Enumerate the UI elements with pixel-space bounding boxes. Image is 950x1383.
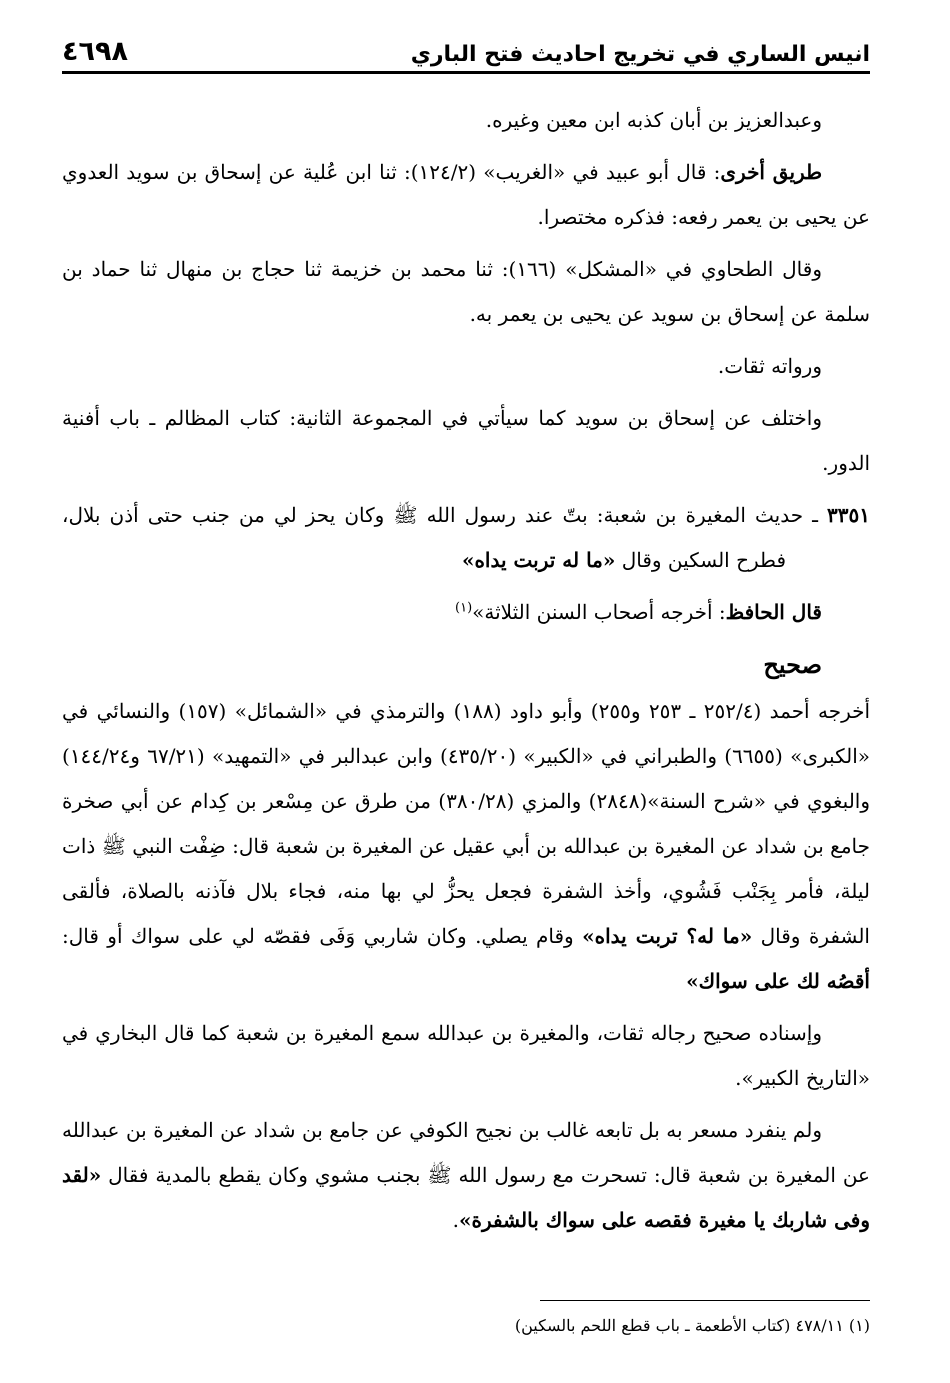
running-title: انيس الساري في تخريج احاديث فتح الباري [410, 42, 870, 67]
paragraph-text: ولم ينفرد مسعر به بل تابعه غالب بن نجيح الكوفي عن جامع بن شداد عن المغيرة بن عبدالله عن المغيرة بن شعبة قال: تسحرت مع رسول الله ﷺ بجنب مشوي وكان يقطع بالمدية فقال [62, 1118, 870, 1187]
paragraph-text: وقال الطحاوي في «المشكل» (١٦٦): ثنا محمد بن خزيمة ثنا حجاج بن منهال ثنا حماد بن سلمة عن إسحاق بن سويد عن يحيى بن يعمر به. [62, 257, 870, 326]
page [62, 36, 870, 1356]
hafiz-statement [62, 590, 870, 635]
route-label: طريق أخرى [720, 160, 822, 184]
page-number: ٤٦٩٨ [62, 36, 128, 67]
follow-up-quote: «لقد وفى شاربك يا مغيرة فقصه على سواك بالشفرة» [62, 1163, 870, 1232]
paragraph-takhrij [62, 689, 870, 1004]
paragraph-text: ورواته ثقات. [717, 354, 822, 378]
hadith-quote: «ما له تربت يداه» [461, 548, 616, 572]
paragraph-other-route [62, 150, 870, 240]
hadith-number: ٣٣٥١ [827, 503, 870, 527]
footnote: (١) ٤٧٨/١١ (كتاب الأطعمة ـ باب قطع اللحم بالسكين) [514, 1316, 870, 1335]
takhrij-quote-2: أقصُه لك على سواك» [686, 969, 870, 993]
paragraph-text: : قال أبو عبيد في «الغريب» (١٢٤/٢): ثنا ابن عُلية عن إسحاق بن سويد العدوي عن يحيى بن يعمر رفعه: فذكره مختصرا. [62, 160, 870, 229]
paragraph-tahawi [62, 247, 870, 337]
page-body [62, 98, 870, 1250]
footnote-divider [540, 1300, 870, 1301]
paragraph-isnad [62, 1011, 870, 1101]
takhrij-mid-text: وقام يصلي. وكان شاربي وَفَى فقصّه لي على سواك أو قال: [62, 924, 583, 948]
paragraph-narrator-note [62, 98, 870, 143]
hafiz-text: : أخرجه أصحاب السنن الثلاثة» [472, 600, 726, 624]
paragraph-text: واختلف عن إسحاق بن سويد كما سيأتي في المجموعة الثانية: كتاب المظالم ـ باب أفنية الدور. [62, 406, 870, 475]
paragraph-text: وإسناده صحيح رجاله ثقات، والمغيرة بن عبدالله سمع المغيرة بن شعبة كما قال البخاري في «التاريخ الكبير». [62, 1021, 870, 1090]
takhrij-text: أخرجه أحمد (٢٥٢/٤ ـ ٢٥٣ و٢٥٥) وأبو داود (١٨٨) والترمذي في «الشمائل» (١٥٧) والنسائي في «الكبرى» (٦٦٥٥) والطبراني في «الكبير» (٤٣٥/٢٠) وابن عبدالبر في «التمهيد» (٦٧/٢١ و١٤٤/٢٤) والبغوي في «شرح السنة»(٢٨٤٨) والمزي (٣٨٠/٢٨) من طرق عن مِسْعر بن كِدام عن أبي صخرة جامع بن شداد عن المغيرة بن عبدالله بن أبي عقيل عن المغيرة بن شعبة قال: ضِفْت النبي ﷺ ذات ليلة، فأمر بِجَنْب فَشُوي، وأخذ الشفرة فجعل يحزُّ لي بها منه، فجاء بلال فآذنه بالصلاة، فألقى الشفرة وقال [62, 699, 871, 948]
paragraph-text: وعبدالعزيز بن أبان كذبه ابن معين وغيره. [485, 108, 822, 132]
hafiz-label: قال الحافظ [725, 600, 822, 624]
takhrij-quote-1: «ما له؟ تربت يداه» [582, 924, 753, 948]
paragraph-disagreement [62, 396, 870, 486]
hadith-text: ـ حديث المغيرة بن شعبة: بتّ عند رسول الله ﷺ وكان يحز لي من جنب حتى أذن بلال، فطرح السكين وقال [62, 503, 828, 572]
paragraph-follow-up [62, 1108, 870, 1243]
paragraph-end: . [452, 1208, 460, 1232]
hadith-entry [62, 493, 870, 583]
grade-heading: صحيح [763, 650, 822, 679]
paragraph-narrators-trustworthy [62, 344, 870, 389]
footnote-marker: (١) [455, 600, 473, 616]
page-header [62, 36, 870, 74]
